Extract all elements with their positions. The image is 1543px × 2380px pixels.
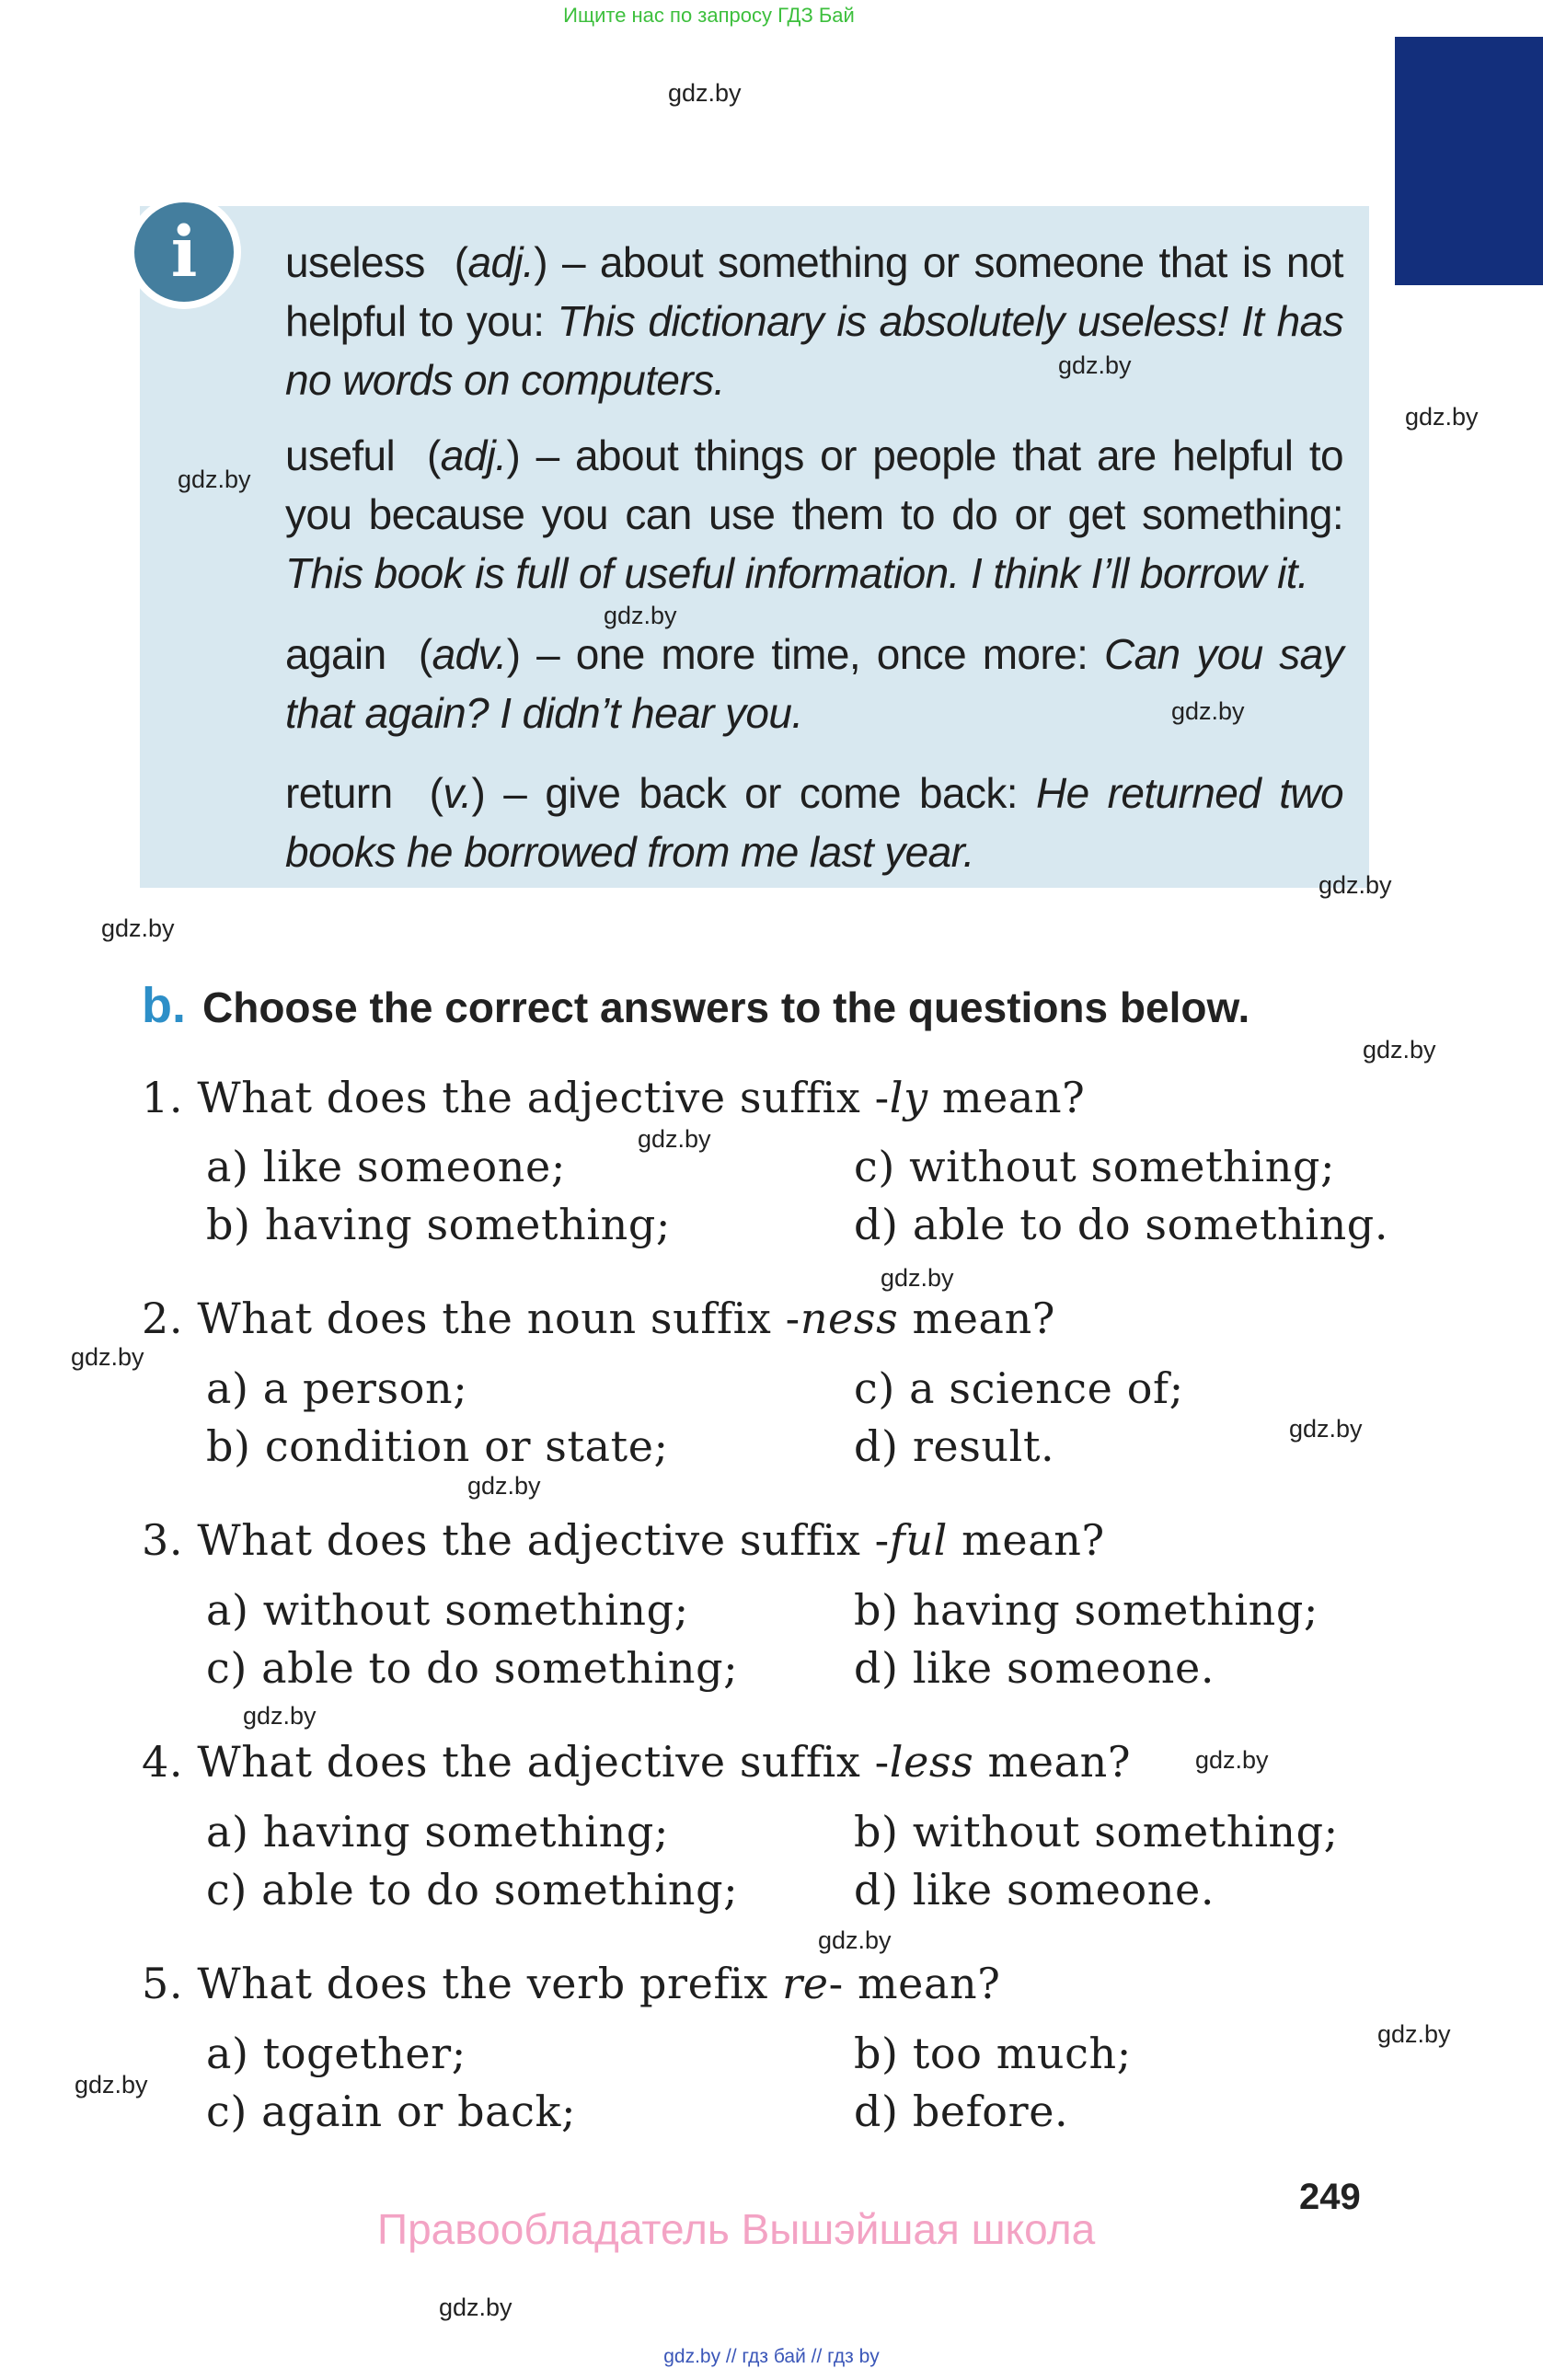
option[interactable]: b) without something; <box>854 1807 1339 1857</box>
question-number: 5. <box>142 1959 184 2008</box>
example: He returned two books he borrowed from me last year. <box>285 769 1343 876</box>
question-number: 1. <box>142 1073 184 1122</box>
watermark: gdz.by <box>439 2294 512 2321</box>
option[interactable]: a) having something; <box>206 1807 669 1857</box>
watermark: gdz.by <box>1058 351 1132 379</box>
watermark: gdz.by <box>1195 1746 1269 1774</box>
question-text: What does the verb prefix <box>197 1959 783 2008</box>
question-text-end: mean? <box>898 1293 1056 1343</box>
option[interactable]: a) like someone; <box>206 1142 566 1191</box>
headword: useless <box>285 238 425 286</box>
option[interactable]: c) able to do something; <box>206 1643 739 1693</box>
watermark: gdz.by <box>75 2071 148 2098</box>
option[interactable]: a) a person; <box>206 1363 468 1413</box>
option[interactable]: c) a science of; <box>854 1363 1184 1413</box>
part-of-speech: adj. <box>440 431 507 479</box>
page-number: 249 <box>1299 2177 1361 2217</box>
watermark: gdz.by <box>1377 2020 1451 2048</box>
question-text: What does the adjective suffix - <box>197 1737 890 1787</box>
watermark: gdz.by <box>1318 871 1392 899</box>
task-instruction: Choose the correct answers to the questions below. <box>202 983 1250 1031</box>
option[interactable]: a) without something; <box>206 1585 689 1635</box>
watermark: gdz.by <box>818 1926 892 1954</box>
option[interactable]: b) too much; <box>854 2029 1132 2078</box>
entry-useful: useful (adj.) – about things or people that are helpful to you because you can use them to do or get something: This book is full of useful information. I think I’ll borrow it. <box>285 431 1343 597</box>
question-affix: less <box>889 1737 974 1787</box>
question-affix: ly <box>889 1073 928 1122</box>
question-text-end: mean? <box>927 1073 1086 1122</box>
question-4 <box>142 1737 1131 1787</box>
definition: – about things or people that are helpful to you because you can use them to do or get something: <box>285 431 1343 538</box>
question-text-end: mean? <box>973 1737 1132 1787</box>
option[interactable]: c) without something; <box>854 1142 1336 1191</box>
definition: – about something or someone that is not helpful to you: <box>285 238 1343 345</box>
example: This book is full of useful information. I think I’ll borrow it. <box>285 549 1309 597</box>
question-number: 3. <box>142 1515 184 1565</box>
question-text-end: - mean? <box>828 1959 1001 2008</box>
option[interactable]: a) together; <box>206 2029 466 2078</box>
option[interactable]: d) like someone. <box>854 1643 1215 1693</box>
option[interactable]: d) like someone. <box>854 1865 1215 1914</box>
watermark: gdz.by <box>604 602 677 629</box>
entry-return: return (v.) – give back or come back: He returned two books he borrowed from me last year. <box>285 769 1343 876</box>
option[interactable]: d) result. <box>854 1421 1055 1471</box>
part-of-speech: v. <box>443 769 472 817</box>
definition: – give back or come back: <box>485 769 1036 817</box>
footer-links[interactable]: gdz.by // гдз бай // гдз by <box>663 2346 880 2367</box>
question-text: What does the adjective suffix - <box>197 1515 890 1565</box>
entry-again: again (adv.) – one more time, once more: Can you say that again? I didn’t hear you. <box>285 630 1343 737</box>
watermark: gdz.by <box>101 914 175 942</box>
question-text: What does the adjective suffix - <box>197 1073 890 1122</box>
question-2 <box>142 1293 1055 1343</box>
option[interactable]: b) condition or state; <box>206 1421 669 1471</box>
top-banner[interactable]: Ищите нас по запросу ГДЗ Бай <box>563 4 855 27</box>
question-3 <box>142 1515 1105 1565</box>
side-color-tab <box>1395 37 1543 285</box>
watermark: gdz.by <box>1363 1036 1436 1064</box>
watermark: gdz.by <box>467 1472 541 1500</box>
watermark: gdz.by <box>243 1702 317 1730</box>
option[interactable]: d) able to do something. <box>854 1200 1389 1249</box>
example: Can you say that again? I didn’t hear you. <box>285 630 1343 737</box>
headword: again <box>285 630 386 678</box>
watermark: gdz.by <box>71 1343 144 1371</box>
watermark: gdz.by <box>881 1264 954 1292</box>
headword: return <box>285 769 393 817</box>
headword: useful <box>285 431 396 479</box>
question-text-end: mean? <box>947 1515 1105 1565</box>
example: This dictionary is absolutely useless! It has no words on computers. <box>285 297 1343 404</box>
option[interactable]: d) before. <box>854 2087 1069 2136</box>
question-number: 4. <box>142 1737 184 1787</box>
option[interactable]: c) able to do something; <box>206 1865 739 1914</box>
question-affix: re <box>782 1959 829 2008</box>
question-5 <box>142 1959 1001 2008</box>
definition: – one more time, once more: <box>520 630 1104 678</box>
part-of-speech: adj. <box>467 238 535 286</box>
question-affix: ful <box>889 1515 948 1565</box>
entry-useless: useless (adj.) – about something or someone that is not helpful to you: This dictionary is absolutely useless! It has no words on computers. <box>285 238 1343 404</box>
option[interactable]: b) having something; <box>206 1200 671 1249</box>
question-text: What does the noun suffix - <box>197 1293 800 1343</box>
watermark: gdz.by <box>1405 403 1479 431</box>
question-1 <box>142 1073 1085 1122</box>
watermark: gdz.by <box>638 1125 711 1153</box>
option[interactable]: c) again or back; <box>206 2087 577 2136</box>
option[interactable]: b) having something; <box>854 1585 1318 1635</box>
part-of-speech: adv. <box>432 630 507 678</box>
watermark: gdz.by <box>1289 1415 1363 1443</box>
question-number: 2. <box>142 1293 184 1343</box>
question-affix: ness <box>800 1293 899 1343</box>
watermark: gdz.by <box>178 466 251 493</box>
task-letter: b. <box>142 978 186 1033</box>
copyright-notice: Правообладатель Вышэйшая школа <box>377 2205 1096 2253</box>
info-icon: i <box>127 195 241 309</box>
watermark: gdz.by <box>668 79 742 107</box>
watermark: gdz.by <box>1171 697 1245 725</box>
task-heading <box>142 977 1249 1034</box>
